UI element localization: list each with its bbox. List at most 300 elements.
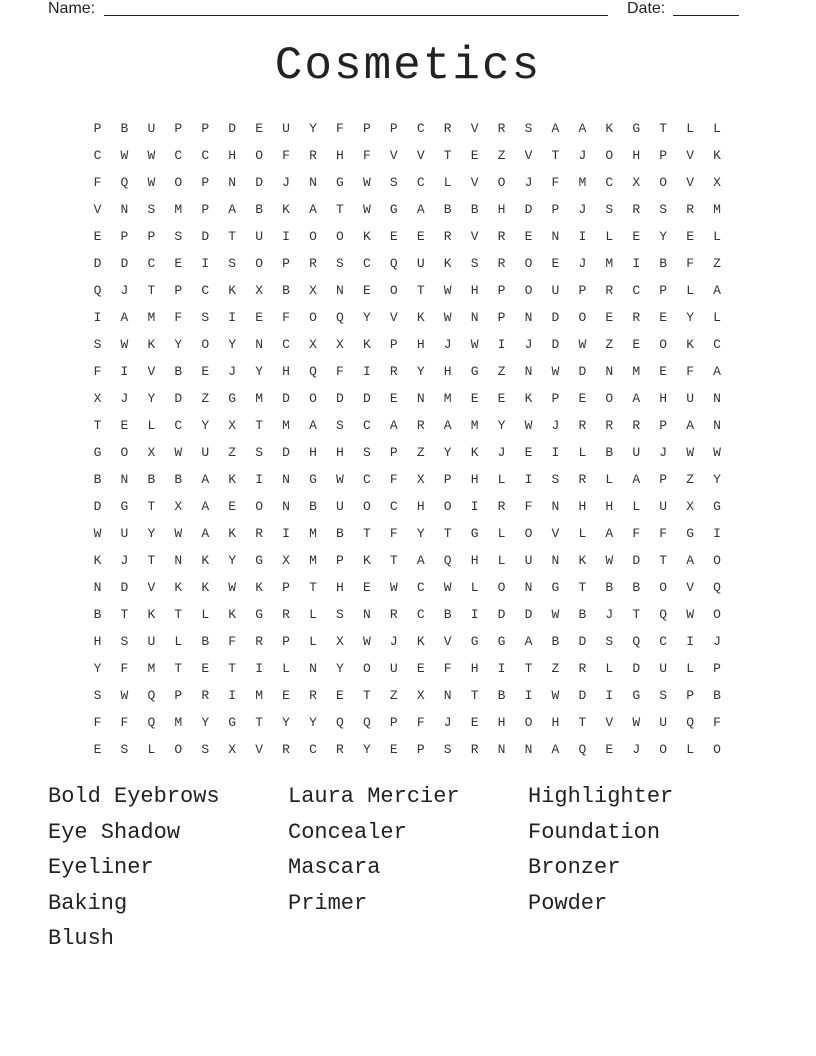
grid-letter[interactable]: M	[632, 364, 641, 379]
grid-letter[interactable]: C	[389, 499, 398, 514]
grid-letter[interactable]: K	[228, 472, 237, 487]
grid-letter[interactable]: L	[497, 553, 506, 568]
grid-letter[interactable]: S	[605, 202, 614, 217]
grid-letter[interactable]: I	[255, 661, 263, 676]
grid-letter[interactable]: L	[605, 229, 614, 244]
grid-letter[interactable]: K	[524, 391, 533, 406]
grid-letter[interactable]: E	[389, 229, 398, 244]
grid-letter[interactable]: E	[120, 418, 129, 433]
grid-letter[interactable]: W	[551, 607, 560, 622]
grid-letter[interactable]: L	[470, 580, 479, 595]
grid-letter[interactable]: L	[201, 607, 210, 622]
grid-letter[interactable]: T	[416, 283, 425, 298]
grid-letter[interactable]: B	[470, 202, 479, 217]
grid-letter[interactable]: O	[255, 499, 263, 514]
grid-letter[interactable]: A	[632, 472, 641, 487]
grid-letter[interactable]: B	[174, 364, 183, 379]
grid-letter[interactable]: H	[309, 445, 317, 460]
grid-letter[interactable]: E	[497, 391, 506, 406]
grid-letter[interactable]: H	[497, 202, 506, 217]
grid-letter[interactable]: F	[93, 364, 102, 379]
grid-letter[interactable]: B	[713, 688, 721, 703]
grid-letter[interactable]: J	[605, 607, 614, 622]
grid-letter[interactable]: O	[362, 661, 371, 676]
grid-letter[interactable]: X	[632, 175, 641, 190]
grid-letter[interactable]: I	[524, 688, 533, 703]
grid-letter[interactable]: B	[336, 526, 344, 541]
grid-letter[interactable]: X	[686, 499, 694, 514]
grid-letter[interactable]: L	[686, 283, 694, 298]
grid-letter[interactable]: E	[416, 229, 425, 244]
grid-letter[interactable]: W	[174, 445, 183, 460]
grid-letter[interactable]: D	[93, 256, 102, 271]
grid-letter[interactable]: C	[174, 148, 183, 163]
grid-letter[interactable]: G	[309, 472, 317, 487]
grid-letter[interactable]: H	[659, 391, 668, 406]
grid-letter[interactable]: W	[174, 526, 183, 541]
grid-letter[interactable]: I	[497, 337, 506, 352]
grid-letter[interactable]: O	[497, 580, 506, 595]
grid-letter[interactable]: K	[362, 553, 371, 568]
grid-letter[interactable]: I	[713, 526, 721, 541]
grid-letter[interactable]: G	[255, 553, 263, 568]
grid-letter[interactable]: F	[389, 472, 398, 487]
grid-letter[interactable]: Z	[605, 337, 614, 352]
grid-letter[interactable]: D	[255, 175, 263, 190]
grid-letter[interactable]: I	[605, 688, 614, 703]
grid-letter[interactable]: N	[551, 553, 560, 568]
grid-letter[interactable]: E	[632, 337, 641, 352]
grid-letter[interactable]: D	[632, 661, 641, 676]
grid-letter[interactable]: I	[524, 472, 533, 487]
grid-letter[interactable]: K	[362, 337, 371, 352]
grid-letter[interactable]: R	[389, 607, 398, 622]
grid-letter[interactable]: O	[362, 499, 371, 514]
grid-letter[interactable]: Q	[362, 715, 371, 730]
grid-letter[interactable]: N	[524, 580, 533, 595]
grid-letter[interactable]: R	[578, 472, 587, 487]
grid-letter[interactable]: G	[686, 526, 694, 541]
grid-letter[interactable]: I	[282, 229, 290, 244]
grid-letter[interactable]: K	[201, 580, 210, 595]
grid-letter[interactable]: J	[578, 256, 587, 271]
grid-letter[interactable]: W	[713, 445, 721, 460]
grid-letter[interactable]: F	[93, 175, 102, 190]
grid-letter[interactable]: A	[632, 391, 641, 406]
grid-letter[interactable]: Y	[282, 715, 290, 730]
grid-letter[interactable]: J	[578, 202, 587, 217]
grid-letter[interactable]: V	[416, 148, 425, 163]
grid-letter[interactable]: H	[578, 499, 587, 514]
grid-letter[interactable]: E	[255, 121, 263, 136]
grid-letter[interactable]: W	[443, 310, 452, 325]
grid-letter[interactable]: B	[578, 607, 587, 622]
grid-letter[interactable]: S	[120, 634, 129, 649]
grid-letter[interactable]: M	[255, 391, 263, 406]
grid-letter[interactable]: C	[416, 607, 425, 622]
grid-letter[interactable]: W	[228, 580, 237, 595]
grid-letter[interactable]: M	[470, 418, 479, 433]
grid-letter[interactable]: W	[147, 175, 156, 190]
grid-letter[interactable]: L	[497, 526, 506, 541]
grid-letter[interactable]: L	[713, 229, 721, 244]
grid-letter[interactable]: U	[147, 634, 156, 649]
grid-letter[interactable]: G	[255, 607, 263, 622]
grid-letter[interactable]: Y	[201, 715, 210, 730]
grid-letter[interactable]: H	[336, 148, 344, 163]
grid-letter[interactable]: O	[309, 391, 317, 406]
grid-letter[interactable]: R	[389, 364, 398, 379]
grid-letter[interactable]: K	[282, 202, 290, 217]
grid-letter[interactable]: E	[389, 742, 398, 757]
grid-letter[interactable]: V	[551, 526, 560, 541]
grid-letter[interactable]: C	[93, 148, 102, 163]
grid-letter[interactable]: P	[713, 661, 721, 676]
grid-letter[interactable]: R	[416, 418, 425, 433]
grid-letter[interactable]: G	[228, 391, 237, 406]
grid-letter[interactable]: T	[228, 229, 237, 244]
grid-letter[interactable]: H	[416, 499, 425, 514]
grid-letter[interactable]: D	[524, 202, 533, 217]
grid-letter[interactable]: G	[632, 688, 641, 703]
grid-letter[interactable]: V	[686, 148, 694, 163]
grid-letter[interactable]: T	[578, 580, 587, 595]
grid-letter[interactable]: Q	[147, 688, 156, 703]
grid-letter[interactable]: Q	[686, 715, 694, 730]
grid-letter[interactable]: J	[282, 175, 290, 190]
grid-letter[interactable]: E	[524, 445, 533, 460]
grid-letter[interactable]: S	[605, 634, 614, 649]
grid-letter[interactable]: P	[389, 715, 398, 730]
grid-letter[interactable]: P	[201, 121, 210, 136]
grid-letter[interactable]: J	[120, 553, 129, 568]
grid-letter[interactable]: B	[93, 472, 102, 487]
grid-letter[interactable]: W	[470, 337, 479, 352]
grid-letter[interactable]: T	[470, 688, 479, 703]
grid-letter[interactable]: O	[659, 337, 668, 352]
grid-letter[interactable]: B	[147, 472, 156, 487]
grid-letter[interactable]: O	[659, 175, 668, 190]
grid-letter[interactable]: V	[605, 715, 614, 730]
grid-letter[interactable]: E	[524, 229, 533, 244]
grid-letter[interactable]: B	[282, 283, 290, 298]
grid-letter[interactable]: P	[201, 175, 210, 190]
grid-letter[interactable]: V	[255, 742, 263, 757]
grid-letter[interactable]: E	[416, 661, 425, 676]
grid-letter[interactable]: N	[174, 553, 183, 568]
grid-letter[interactable]: N	[713, 418, 721, 433]
grid-letter[interactable]: S	[551, 472, 560, 487]
grid-letter[interactable]: W	[362, 634, 371, 649]
grid-letter[interactable]: T	[524, 661, 533, 676]
grid-letter[interactable]: G	[713, 499, 721, 514]
grid-letter[interactable]: I	[470, 499, 479, 514]
grid-letter[interactable]: B	[309, 499, 317, 514]
grid-letter[interactable]: W	[120, 148, 129, 163]
grid-letter[interactable]: D	[201, 229, 210, 244]
grid-letter[interactable]: L	[578, 445, 587, 460]
grid-letter[interactable]: N	[282, 472, 290, 487]
grid-letter[interactable]: Y	[686, 310, 694, 325]
grid-letter[interactable]: N	[551, 229, 560, 244]
grid-letter[interactable]: P	[659, 418, 668, 433]
grid-letter[interactable]: B	[174, 472, 183, 487]
grid-letter[interactable]: J	[443, 337, 452, 352]
grid-letter[interactable]: O	[605, 391, 614, 406]
grid-letter[interactable]: K	[201, 553, 210, 568]
grid-letter[interactable]: P	[659, 472, 668, 487]
grid-letter[interactable]: Q	[93, 283, 102, 298]
grid-letter[interactable]: W	[578, 337, 587, 352]
grid-letter[interactable]: N	[416, 391, 425, 406]
grid-letter[interactable]: J	[228, 364, 237, 379]
grid-letter[interactable]: S	[147, 202, 156, 217]
grid-letter[interactable]: W	[93, 526, 102, 541]
grid-letter[interactable]: F	[282, 148, 290, 163]
grid-letter[interactable]: O	[524, 715, 533, 730]
grid-letter[interactable]: X	[228, 742, 237, 757]
grid-letter[interactable]: E	[255, 310, 263, 325]
grid-letter[interactable]: H	[282, 364, 290, 379]
grid-letter[interactable]: G	[389, 202, 398, 217]
grid-letter[interactable]: B	[201, 634, 210, 649]
grid-letter[interactable]: A	[686, 553, 694, 568]
grid-letter[interactable]: S	[389, 175, 398, 190]
grid-letter[interactable]: S	[524, 121, 533, 136]
grid-letter[interactable]: T	[632, 607, 641, 622]
grid-letter[interactable]: H	[336, 445, 344, 460]
grid-letter[interactable]: Z	[551, 661, 560, 676]
grid-letter[interactable]: T	[147, 283, 156, 298]
grid-letter[interactable]: N	[255, 337, 263, 352]
grid-letter[interactable]: E	[659, 364, 668, 379]
grid-letter[interactable]: B	[497, 688, 506, 703]
grid-letter[interactable]: S	[93, 688, 102, 703]
grid-letter[interactable]: Z	[713, 256, 721, 271]
grid-letter[interactable]: R	[605, 418, 614, 433]
grid-letter[interactable]: T	[309, 580, 317, 595]
grid-letter[interactable]: P	[416, 742, 425, 757]
grid-letter[interactable]: T	[659, 121, 668, 136]
grid-letter[interactable]: I	[497, 661, 506, 676]
grid-letter[interactable]: O	[255, 256, 263, 271]
grid-letter[interactable]: D	[578, 688, 587, 703]
grid-letter[interactable]: L	[147, 742, 156, 757]
grid-letter[interactable]: W	[147, 148, 156, 163]
grid-letter[interactable]: A	[605, 526, 614, 541]
grid-letter[interactable]: G	[470, 364, 479, 379]
grid-letter[interactable]: N	[120, 472, 129, 487]
grid-letter[interactable]: P	[389, 445, 398, 460]
grid-letter[interactable]: V	[147, 580, 156, 595]
grid-letter[interactable]: O	[174, 175, 183, 190]
grid-letter[interactable]: D	[362, 391, 371, 406]
grid-letter[interactable]: F	[659, 526, 668, 541]
grid-letter[interactable]: K	[470, 445, 479, 460]
grid-letter[interactable]: I	[255, 472, 263, 487]
grid-letter[interactable]: C	[282, 337, 290, 352]
grid-letter[interactable]: B	[255, 202, 263, 217]
grid-letter[interactable]: R	[201, 688, 210, 703]
grid-letter[interactable]: W	[389, 580, 398, 595]
grid-letter[interactable]: L	[686, 121, 694, 136]
grid-letter[interactable]: H	[497, 715, 506, 730]
grid-letter[interactable]: U	[147, 121, 156, 136]
grid-letter[interactable]: U	[201, 445, 210, 460]
grid-letter[interactable]: Q	[309, 364, 317, 379]
grid-letter[interactable]: C	[416, 121, 425, 136]
grid-letter[interactable]: V	[389, 148, 398, 163]
grid-letter[interactable]: E	[470, 391, 479, 406]
grid-letter[interactable]: P	[282, 256, 290, 271]
grid-letter[interactable]: I	[282, 526, 290, 541]
grid-letter[interactable]: Y	[416, 364, 425, 379]
grid-letter[interactable]: A	[578, 121, 587, 136]
grid-letter[interactable]: A	[551, 742, 560, 757]
grid-letter[interactable]: L	[686, 661, 694, 676]
grid-letter[interactable]: D	[228, 121, 237, 136]
grid-letter[interactable]: X	[228, 418, 237, 433]
grid-letter[interactable]: P	[578, 283, 587, 298]
grid-letter[interactable]: O	[255, 148, 263, 163]
grid-letter[interactable]: M	[713, 202, 721, 217]
date-field[interactable]	[673, 15, 739, 16]
grid-letter[interactable]: J	[389, 634, 398, 649]
grid-letter[interactable]: P	[362, 121, 371, 136]
grid-letter[interactable]: Q	[632, 634, 641, 649]
grid-letter[interactable]: O	[174, 742, 183, 757]
grid-letter[interactable]: E	[470, 715, 479, 730]
grid-letter[interactable]: Y	[362, 742, 371, 757]
grid-letter[interactable]: L	[174, 634, 183, 649]
grid-letter[interactable]: H	[551, 715, 560, 730]
grid-letter[interactable]: A	[713, 283, 721, 298]
grid-letter[interactable]: C	[416, 175, 425, 190]
grid-letter[interactable]: N	[362, 607, 371, 622]
grid-letter[interactable]: A	[120, 310, 129, 325]
grid-letter[interactable]: I	[578, 229, 587, 244]
grid-letter[interactable]: O	[713, 742, 721, 757]
grid-letter[interactable]: E	[174, 256, 183, 271]
grid-letter[interactable]: W	[362, 175, 371, 190]
grid-letter[interactable]: T	[147, 499, 156, 514]
grid-letter[interactable]: B	[120, 121, 129, 136]
grid-letter[interactable]: N	[524, 310, 533, 325]
grid-letter[interactable]: H	[632, 148, 641, 163]
grid-letter[interactable]: E	[389, 391, 398, 406]
grid-letter[interactable]: P	[443, 472, 452, 487]
grid-letter[interactable]: I	[362, 364, 371, 379]
grid-letter[interactable]: L	[713, 121, 721, 136]
grid-letter[interactable]: N	[120, 202, 129, 217]
grid-letter[interactable]: K	[228, 607, 237, 622]
grid-letter[interactable]: M	[174, 202, 183, 217]
grid-letter[interactable]: P	[389, 121, 398, 136]
grid-letter[interactable]: G	[470, 634, 479, 649]
grid-letter[interactable]: L	[147, 418, 156, 433]
grid-letter[interactable]: R	[255, 526, 263, 541]
grid-letter[interactable]: P	[551, 391, 560, 406]
grid-letter[interactable]: G	[497, 634, 506, 649]
grid-letter[interactable]: E	[201, 364, 210, 379]
grid-letter[interactable]: X	[713, 175, 721, 190]
grid-letter[interactable]: E	[470, 148, 479, 163]
grid-letter[interactable]: H	[443, 364, 452, 379]
grid-letter[interactable]: Y	[713, 472, 721, 487]
grid-letter[interactable]: F	[336, 121, 344, 136]
grid-letter[interactable]: H	[470, 283, 479, 298]
grid-letter[interactable]: L	[713, 310, 721, 325]
grid-letter[interactable]: R	[309, 256, 317, 271]
grid-letter[interactable]: P	[659, 148, 668, 163]
grid-letter[interactable]: H	[228, 148, 237, 163]
grid-letter[interactable]: B	[605, 580, 614, 595]
grid-letter[interactable]: U	[659, 715, 668, 730]
grid-letter[interactable]: Y	[659, 229, 668, 244]
grid-letter[interactable]: U	[389, 661, 398, 676]
grid-letter[interactable]: G	[551, 580, 560, 595]
grid-letter[interactable]: T	[255, 715, 263, 730]
grid-letter[interactable]: D	[551, 337, 560, 352]
grid-letter[interactable]: R	[686, 202, 694, 217]
name-field[interactable]	[104, 15, 608, 16]
grid-letter[interactable]: O	[659, 580, 668, 595]
grid-letter[interactable]: E	[93, 229, 102, 244]
grid-letter[interactable]: J	[120, 391, 129, 406]
grid-letter[interactable]: J	[524, 175, 533, 190]
grid-letter[interactable]: T	[336, 202, 344, 217]
grid-letter[interactable]: D	[282, 391, 290, 406]
grid-letter[interactable]: I	[470, 607, 479, 622]
grid-letter[interactable]: H	[416, 337, 425, 352]
grid-letter[interactable]: W	[551, 688, 560, 703]
grid-letter[interactable]: J	[120, 283, 129, 298]
grid-letter[interactable]: Y	[362, 310, 371, 325]
grid-letter[interactable]: D	[578, 364, 587, 379]
grid-letter[interactable]: C	[201, 148, 210, 163]
grid-letter[interactable]: X	[147, 445, 156, 460]
grid-letter[interactable]: W	[336, 472, 344, 487]
grid-letter[interactable]: D	[174, 391, 183, 406]
grid-letter[interactable]: S	[174, 229, 183, 244]
grid-letter[interactable]: G	[470, 526, 479, 541]
grid-letter[interactable]: T	[228, 661, 237, 676]
grid-letter[interactable]: U	[632, 445, 641, 460]
grid-letter[interactable]: O	[389, 283, 398, 298]
grid-letter[interactable]: E	[578, 391, 587, 406]
grid-letter[interactable]: P	[497, 310, 506, 325]
grid-letter[interactable]: A	[201, 499, 210, 514]
grid-letter[interactable]: X	[93, 391, 102, 406]
grid-letter[interactable]: W	[605, 553, 614, 568]
grid-letter[interactable]: F	[228, 634, 237, 649]
grid-letter[interactable]: K	[713, 148, 721, 163]
grid-letter[interactable]: L	[605, 472, 614, 487]
grid-letter[interactable]: C	[309, 742, 317, 757]
grid-letter[interactable]: S	[336, 418, 344, 433]
grid-letter[interactable]: K	[255, 580, 263, 595]
grid-letter[interactable]: T	[362, 526, 371, 541]
grid-letter[interactable]: I	[201, 256, 210, 271]
grid-letter[interactable]: R	[255, 634, 263, 649]
grid-letter[interactable]: W	[524, 418, 533, 433]
grid-letter[interactable]: R	[578, 661, 587, 676]
grid-letter[interactable]: W	[362, 202, 371, 217]
grid-letter[interactable]: Y	[201, 418, 210, 433]
grid-letter[interactable]: L	[686, 742, 694, 757]
grid-letter[interactable]: O	[713, 607, 721, 622]
grid-letter[interactable]: E	[605, 742, 614, 757]
